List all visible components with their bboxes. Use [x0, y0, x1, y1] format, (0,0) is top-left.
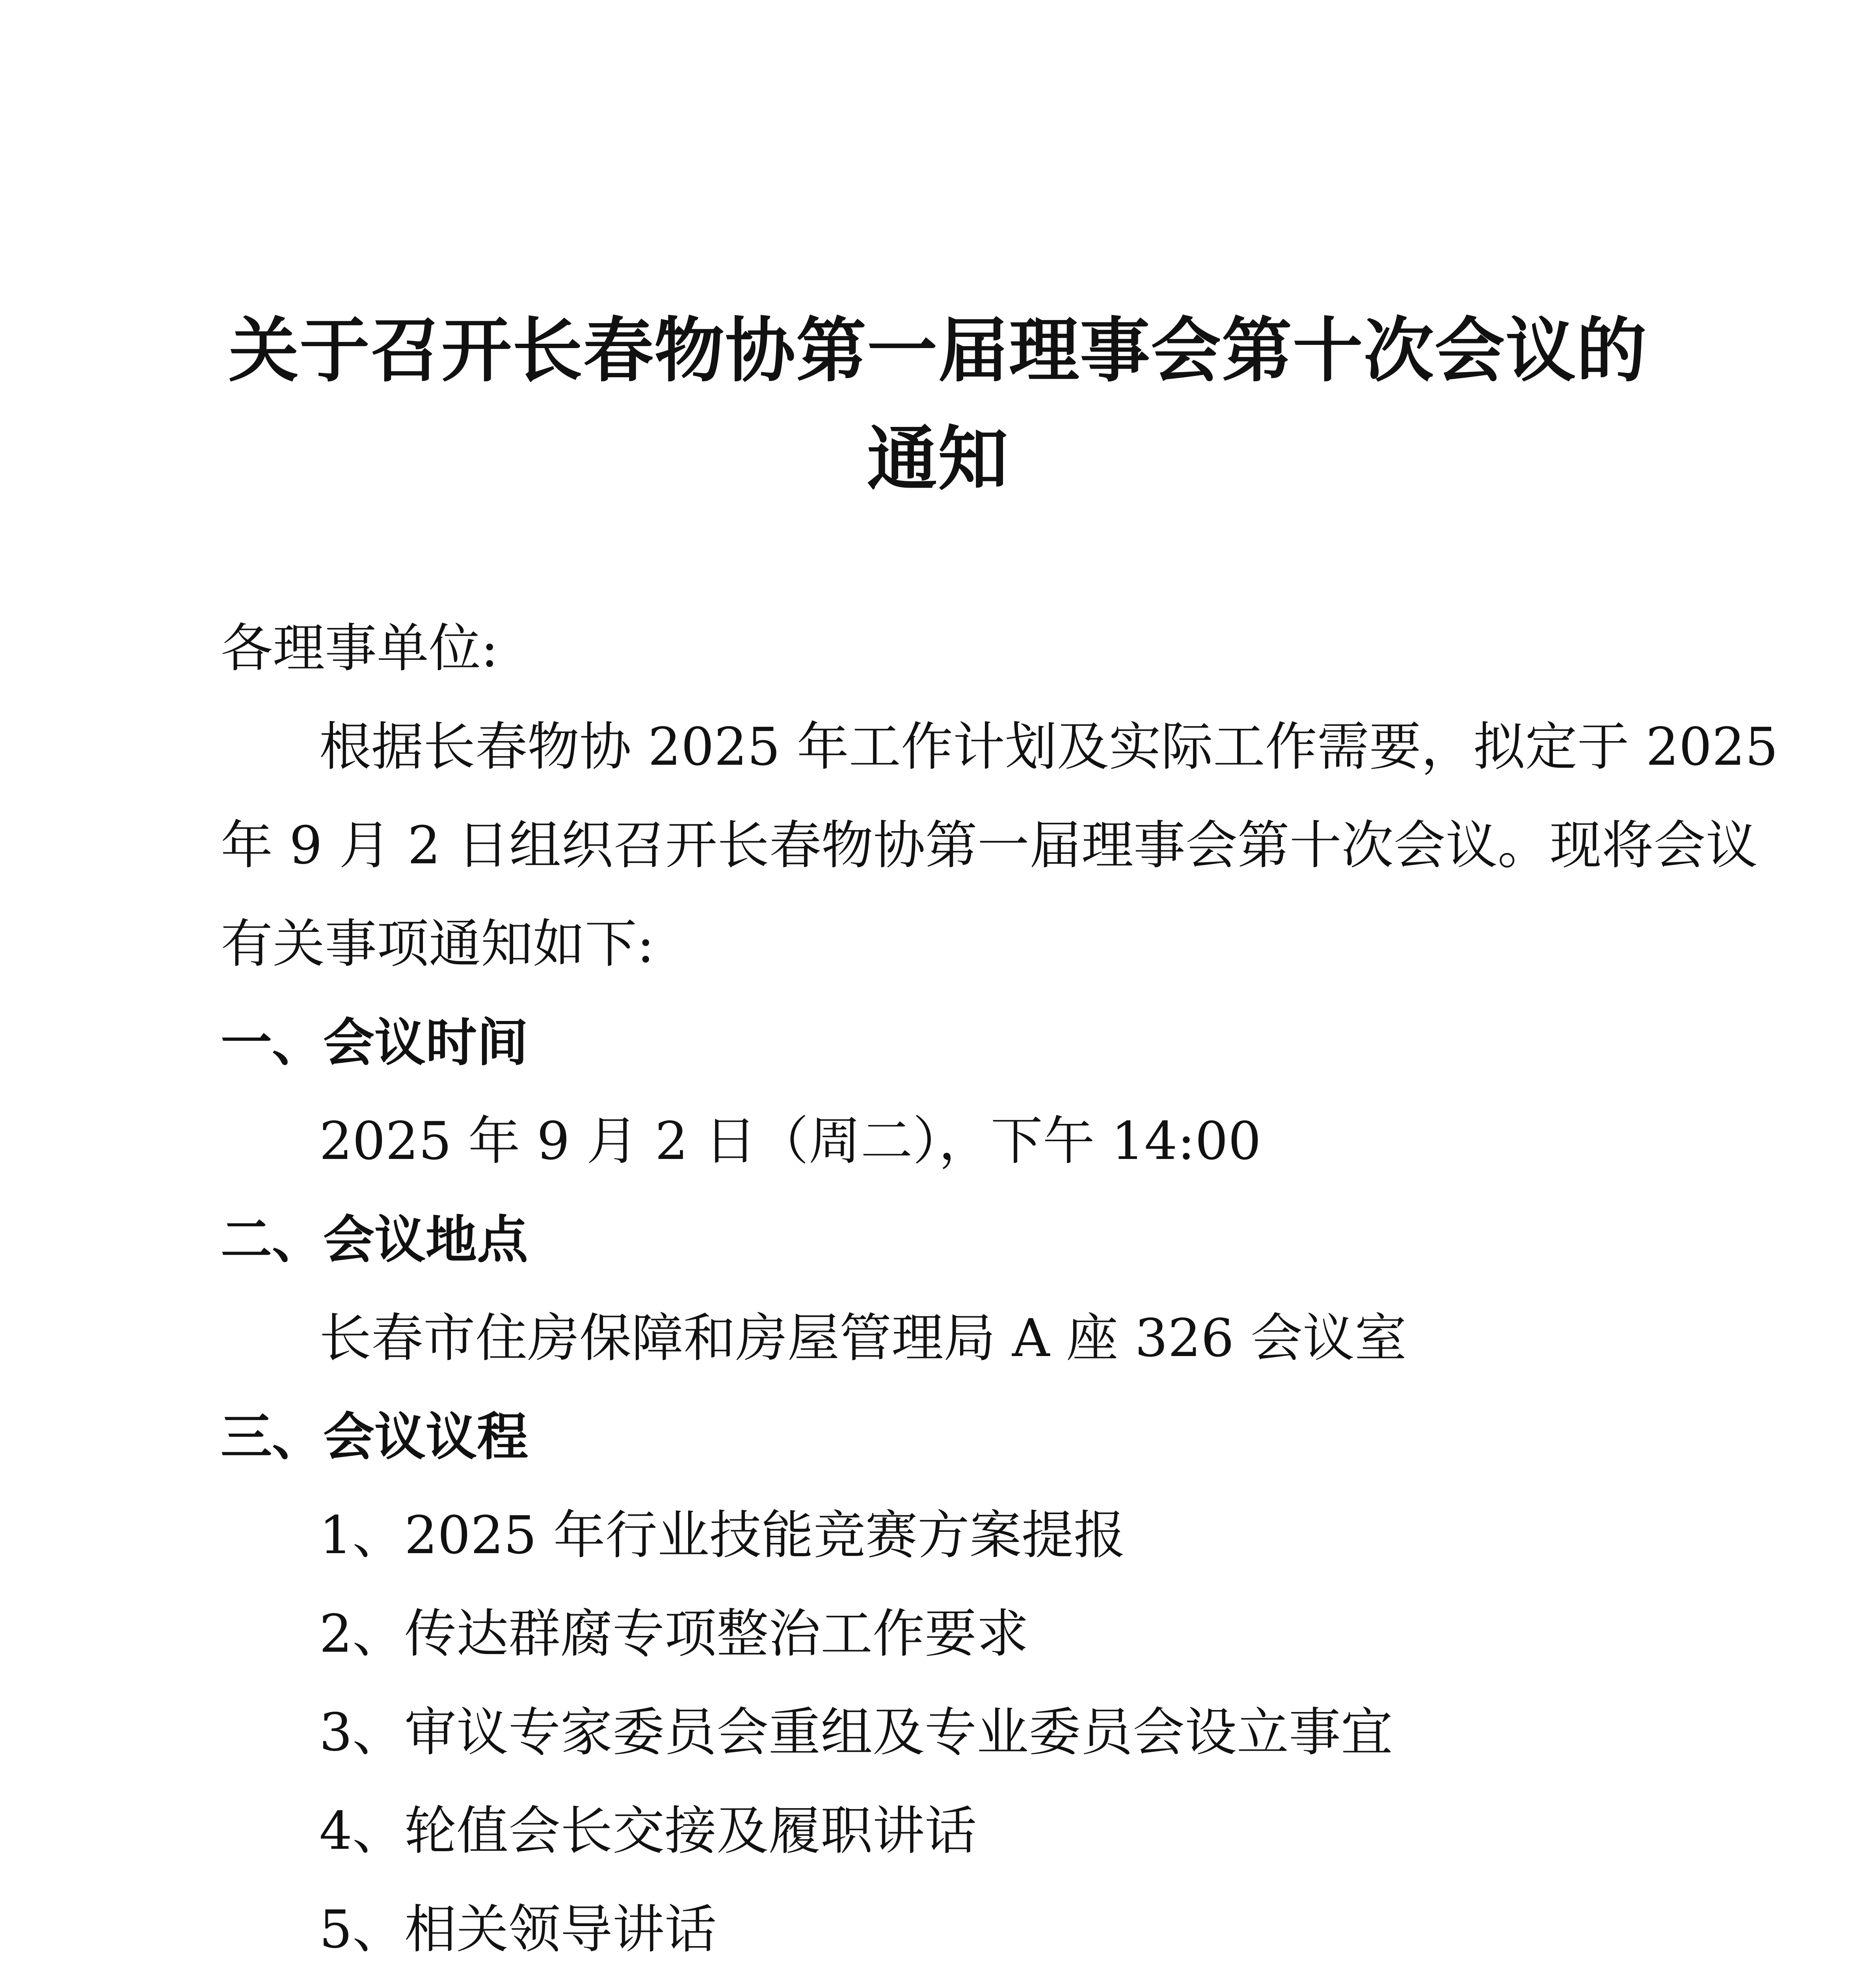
document-title-line-1: 关于召开长春物协第一届理事会第十次会议的 [229, 310, 1647, 391]
intro-paragraph-line-3: 有关事项通知如下: [221, 914, 655, 974]
agenda-item: 3、审议专家委员会重组及专业委员会设立事宜 [319, 1702, 1393, 1763]
agenda-item: 4、轮值会长交接及履职讲话 [319, 1801, 977, 1861]
section-heading-location: 二、会议地点 [221, 1210, 529, 1270]
intro-paragraph-line-2: 年 9 月 2 日组织召开长春物协第一届理事会第十次会议。现将会议 [221, 815, 1758, 876]
meeting-location-text: 长春市住房保障和房屋管理局 A 座 326 会议室 [319, 1308, 1407, 1369]
document-title-line-2: 通知 [867, 418, 1009, 500]
section-heading-time: 一、会议时间 [221, 1013, 529, 1073]
agenda-item: 2、传达群腐专项整治工作要求 [319, 1604, 1029, 1664]
agenda-item: 1、2025 年行业技能竞赛方案提报 [319, 1505, 1126, 1566]
salutation: 各理事单位: [221, 618, 499, 679]
agenda-item: 5、相关领导讲话 [319, 1899, 717, 1960]
section-heading-agenda: 三、会议议程 [221, 1407, 529, 1467]
meeting-time-text: 2025 年 9 月 2 日（周二），下午 14:00 [319, 1111, 1262, 1172]
intro-paragraph-line-1: 根据长春物协 2025 年工作计划及实际工作需要，拟定于 2025 [319, 717, 1778, 777]
